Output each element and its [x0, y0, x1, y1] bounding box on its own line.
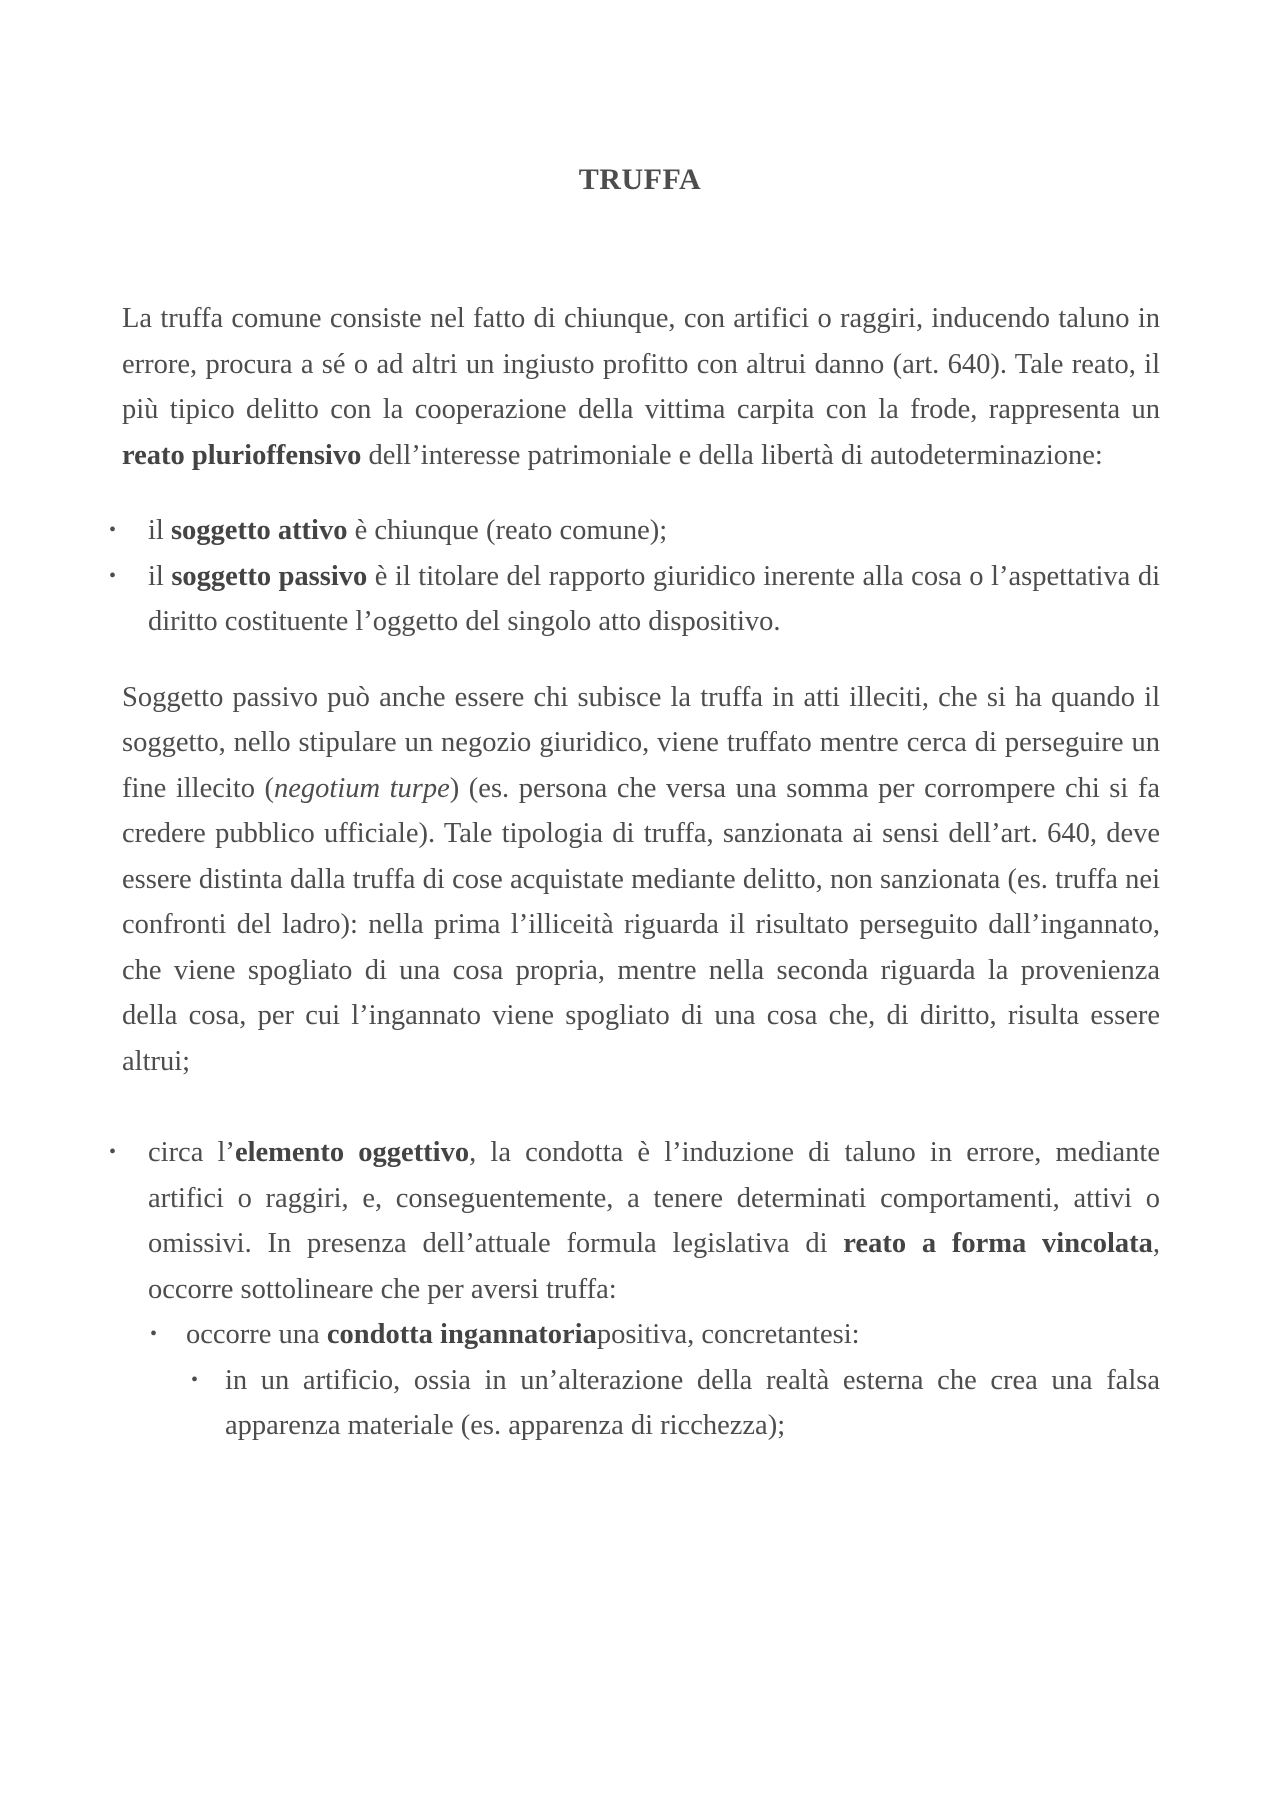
paragraph-text: La truffa comune consiste nel fatto di chiunque, con artifici o raggiri, inducendo taluno in errore, procura a sé o ad altri un ingiusto profitto con altrui danno (art. 640). Tale reato, il più tipico delitto con la cooperazione della vittima carpita con la frode, rappresenta un: [122, 303, 1160, 425]
page-title: TRUFFA: [578, 163, 702, 196]
list-item: [122, 508, 1160, 554]
list-item-text: , occorre sottolineare che per aversi truffa:: [148, 1228, 1160, 1305]
list-item-text: è chiunque (reato comune);: [347, 515, 668, 546]
bold-term: reato a forma vincolata: [843, 1228, 1153, 1259]
paragraph-text: ) (es. persona che versa una somma per corrompere chi si fa credere pubblico ufficiale). Tale tipologia di truffa, sanzionata ai sensi dell’art. 640, deve essere distinta dalla truffa di cose acquistate mediante delitto, non sanzionata (es. truffa nei confronti del ladro): nella prima l’illiceità riguarda il risultato perseguito dall’ingannato, che viene spogliato di una cosa propria, mentre nella seconda riguarda la provenienza della cosa, per cui l’ingannato viene spogliato di una cosa che, di diritto, risulta essere altrui;: [122, 772, 1160, 1077]
list-item-text: è il titolare del rapporto giuridico inerente alla cosa o l’aspettativa di diritto costituente l’oggetto del singolo atto dispositivo.: [148, 560, 1160, 637]
paragraph-text: dell’interesse patrimoniale e della libertà di autodeterminazione:: [361, 439, 1103, 471]
document-body: [122, 296, 1160, 1449]
paragraph-soggetto-passivo: [122, 675, 1160, 1085]
sub-sub-bullet-list: [225, 1358, 1160, 1449]
paragraph-intro: [122, 296, 1160, 478]
bold-term: reato plurioffensivo: [122, 439, 362, 471]
list-item-text: circa l’: [148, 1137, 235, 1168]
paragraph-text: Soggetto passivo può anche essere chi subisce la truffa in atti illeciti, che si ha quando il soggetto, nello stipulare un negozio giuridico, viene truffato mentre cerca di perseguire un fine illecito (: [122, 681, 1160, 804]
list-item: [122, 554, 1160, 645]
bold-term: soggetto attivo: [170, 515, 348, 546]
bold-term: soggetto passivo: [171, 560, 368, 592]
list-item-text: il: [148, 560, 172, 592]
sub-sub-list-item: [225, 1358, 1160, 1449]
list-item-text: , la condotta è l’induzione di taluno in errore, mediante artifici o raggiri, e, conseguentemente, a tenere determinati comportamenti, attivi o omissivi. In presenza dell’attuale formula legislativa di: [148, 1137, 1160, 1259]
sub-list-item: [186, 1312, 1160, 1449]
sub-bullet-list: [186, 1312, 1160, 1449]
list-item-text: in un artificio, ossia in un’alterazione della realtà esterna che crea una falsa apparenza materiale (es. apparenza di ricchezza);: [225, 1364, 1160, 1441]
list-item-text: il: [148, 515, 171, 546]
bold-term: elemento oggettivo: [234, 1137, 470, 1168]
bullet-list-elemento-oggettivo: [122, 1130, 1160, 1449]
list-item-text: occorre una: [186, 1319, 327, 1350]
italic-term: negotium turpe: [274, 772, 450, 804]
bullet-list-soggetti: [122, 508, 1160, 645]
list-item-text: positiva, concretantesi:: [596, 1319, 860, 1350]
list-item: [122, 1130, 1160, 1449]
bold-term: condotta ingannatoria: [326, 1319, 597, 1350]
